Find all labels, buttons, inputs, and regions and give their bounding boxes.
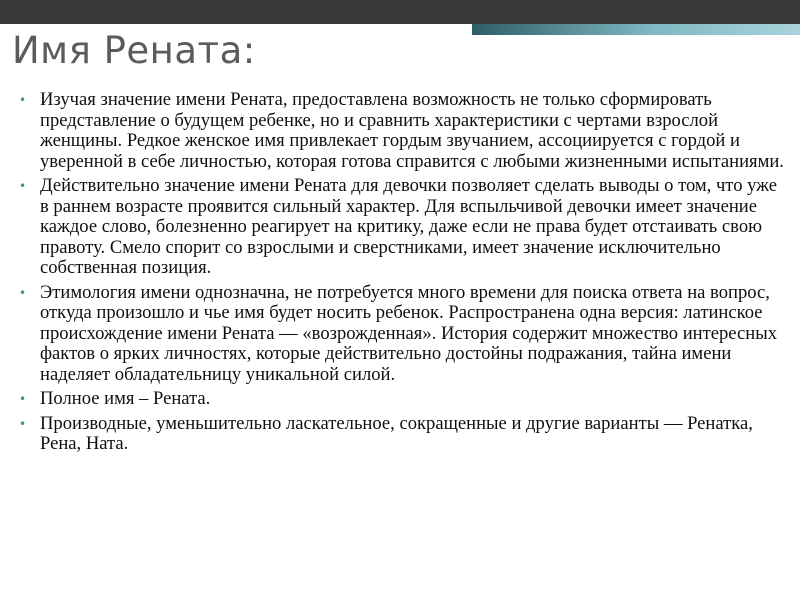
bullet-list — [18, 90, 786, 459]
bullet-text: Изучая значение имени Рената, предоставлена возможность не только сформировать представление о будущем ребенке, но и сравнить характеристики с чертами взрослой женщины. Редкое женское имя привлекает гордым звучанием, ассоциируется с гордой и уверенной в себе личностью, которая готова справится с любыми жизненными испытаниями. — [40, 89, 784, 172]
bullet-icon: • — [19, 93, 27, 107]
bullet-item — [18, 176, 786, 279]
bullet-text: Действительно значение имени Рената для девочки позволяет сделать выводы о том, что уже в раннем возрасте проявится сильный характер. Для вспыльчивой девочки имеет значение каждое слово, болезненно реагирует на критику, даже если не права будет отстаивать свою правоту. Смело спорит со взрослыми и сверстниками, имеет значение исключительно собственная позиция. — [40, 175, 778, 278]
slide-accent-strip — [472, 24, 800, 35]
slide-top-bar — [0, 0, 800, 24]
bullet-item — [18, 283, 786, 386]
slide-title: Имя Рената: — [12, 29, 256, 72]
bullet-icon: • — [19, 179, 27, 193]
bullet-icon: • — [19, 416, 27, 431]
bullet-text: Этимология имени однозначна, не потребуется много времени для поиска ответа на вопрос, откуда произошло и чье имя будет носить ребенок. Распространена одна версия: латинское происхождение имени Рената — «возрожденная». История содержит множество интересных фактов о ярких личностях, которые действительно достойны подражания, тайна имени наделяет обладательницу уникальной силой. — [40, 281, 777, 385]
bullet-item — [18, 389, 786, 410]
bullet-text: Полное имя – Рената. — [40, 388, 211, 409]
bullet-item — [18, 90, 786, 172]
bullet-text: Производные, уменьшительно ласкательное, сокращенные и другие варианты — Ренатка, Рена, Ната. — [40, 412, 753, 454]
bullet-icon: • — [19, 285, 27, 300]
bullet-item — [18, 414, 786, 455]
bullet-icon: • — [19, 392, 27, 406]
